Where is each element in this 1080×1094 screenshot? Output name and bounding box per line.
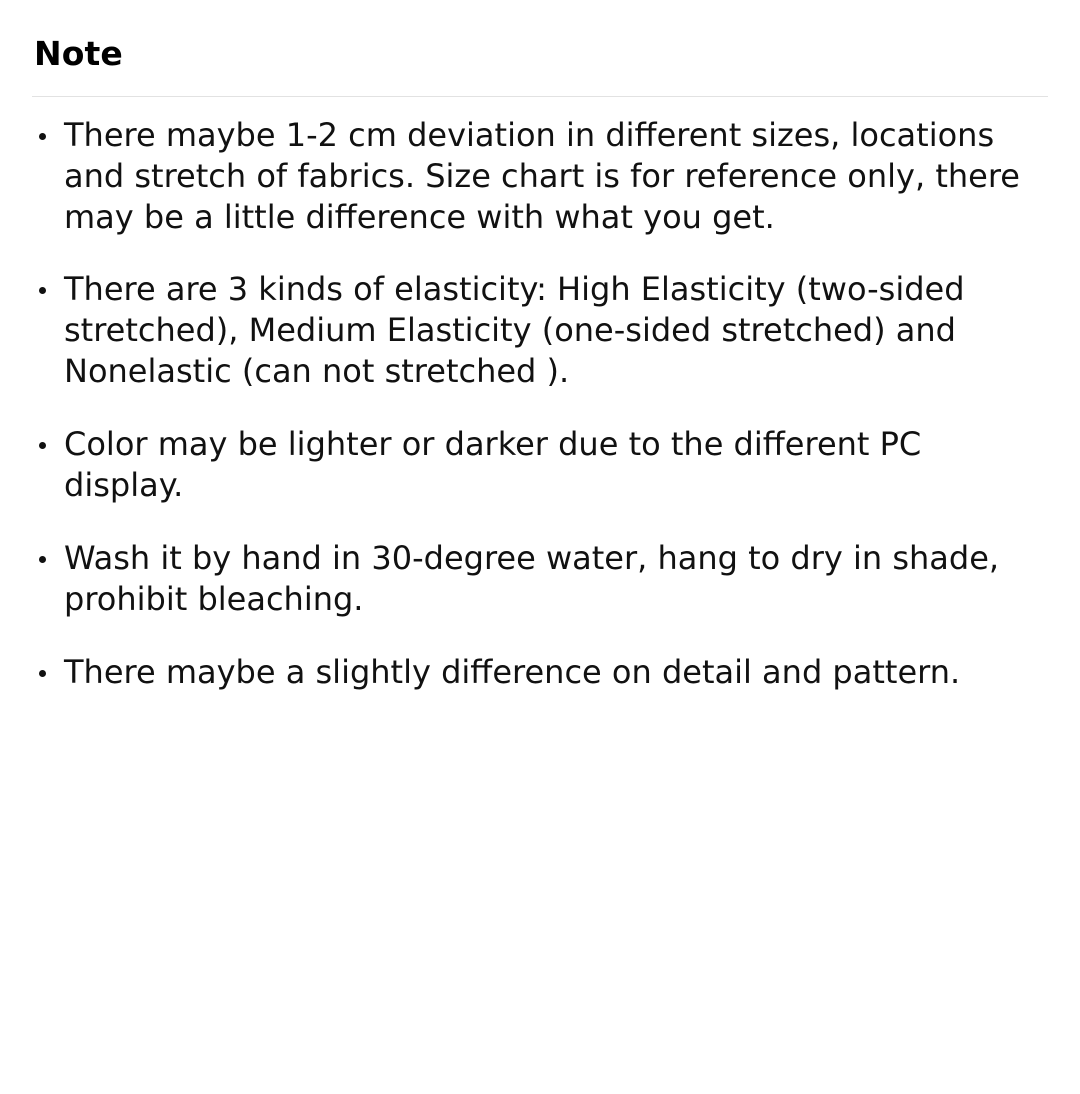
bullet-icon: [39, 442, 46, 449]
bullet-icon: [39, 287, 46, 294]
list-item: [32, 115, 1048, 238]
list-item-text: Color may be lighter or darker due to the different PC display.: [64, 425, 922, 505]
note-list: [32, 115, 1048, 693]
list-item-text: There maybe 1-2 cm deviation in different sizes, locations and stretch of fabrics. Size chart is for reference only, there may be a little difference with what you get.: [64, 115, 1020, 236]
list-item-text: There maybe a slightly difference on detail and pattern.: [64, 653, 961, 692]
list-item: [32, 269, 1048, 392]
list-item: [32, 538, 1048, 620]
page-title: Note: [34, 34, 123, 73]
list-item: [32, 652, 1048, 693]
title-divider: [32, 96, 1048, 97]
bullet-icon: [39, 133, 46, 140]
bullet-icon: [39, 556, 46, 563]
bullet-icon: [39, 670, 46, 677]
list-item-text: There are 3 kinds of elasticity: High Elasticity (two-sided stretched), Medium Elasticity (one-sided stretched) and Nonelastic (can not stretched ).: [64, 270, 965, 391]
list-item-text: Wash it by hand in 30-degree water, hang to dry in shade, prohibit bleaching.: [64, 539, 1000, 619]
list-item: [32, 424, 1048, 506]
